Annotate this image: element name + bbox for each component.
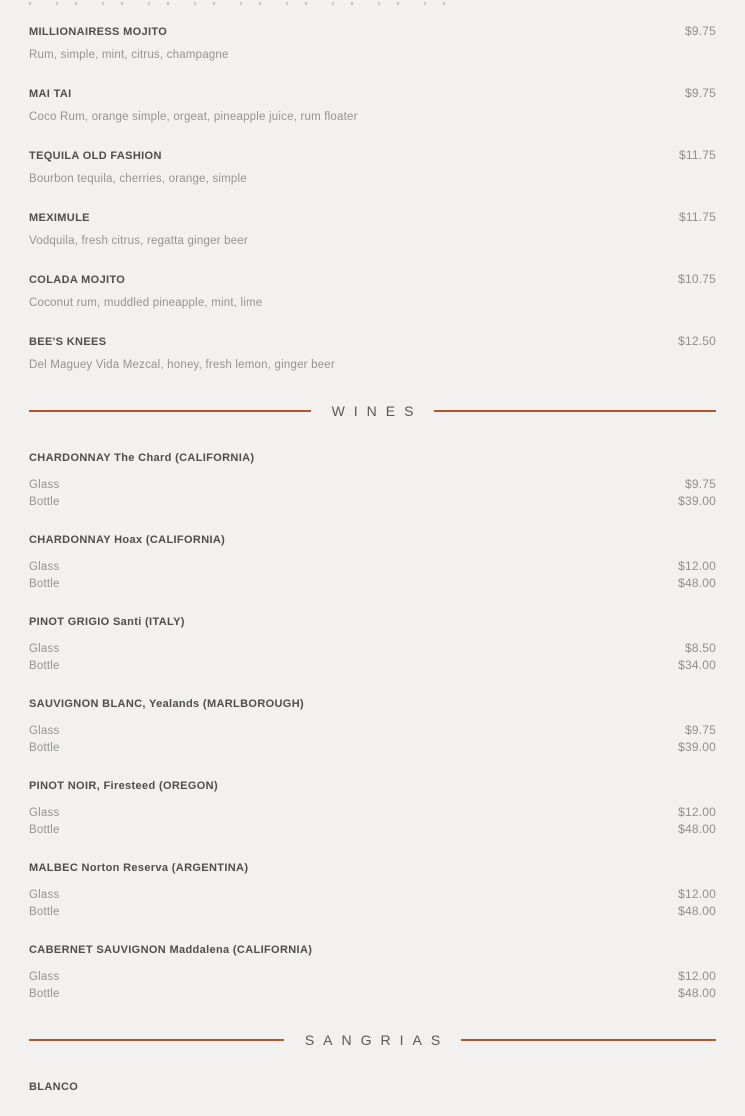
item-name: COLADA MOJITO (29, 274, 126, 286)
wine-item (29, 615, 716, 674)
serve-price: $34.00 (678, 657, 716, 672)
wines-section-header (29, 402, 716, 420)
wine-item (29, 451, 716, 510)
serve-label: Glass (29, 807, 60, 819)
item-name: MEXIMULE (29, 212, 90, 224)
item-description: Coco Rum, orange simple, orgeat, pineapple juice, rum floater (29, 111, 358, 123)
item-price: $9.75 (684, 86, 716, 100)
menu-item (29, 24, 716, 63)
menu-item (29, 148, 716, 187)
serve-price: $48.00 (678, 985, 716, 1000)
serve-label: Glass (29, 889, 60, 901)
serve-price: $39.00 (678, 493, 716, 508)
wine-item (29, 861, 716, 920)
serve-label: Glass (29, 725, 60, 737)
menu-item (29, 272, 716, 311)
sangria-name: BLANCO (29, 1081, 79, 1093)
wine-name: MALBEC Norton Reserva (ARGENTINA) (29, 862, 249, 874)
sangrias-list (29, 1080, 716, 1095)
item-price: $9.75 (684, 24, 716, 38)
wine-item (29, 697, 716, 756)
wine-name: CHARDONNAY Hoax (CALIFORNIA) (29, 534, 226, 546)
section-title: SANGRIAS (304, 1032, 450, 1048)
serve-price: $9.75 (684, 723, 716, 737)
serve-price: $12.00 (678, 805, 716, 819)
serve-label: Bottle (29, 741, 60, 754)
section-title: WINES (331, 403, 423, 419)
serve-price: $12.00 (678, 969, 716, 983)
serve-price: $48.00 (678, 903, 716, 918)
section-divider-line (29, 1039, 284, 1041)
serve-label: Glass (29, 561, 60, 573)
menu-item (29, 210, 716, 249)
section-divider-line (434, 410, 716, 412)
wine-name: CABERNET SAUVIGNON Maddalena (CALIFORNIA) (29, 944, 313, 956)
item-description: Vodquila, fresh citrus, regatta ginger beer (29, 235, 248, 247)
item-price: $11.75 (678, 210, 716, 224)
item-name: TEQUILA OLD FASHION (29, 150, 162, 162)
serve-price: $9.75 (684, 477, 716, 491)
serve-label: Glass (29, 479, 60, 491)
item-description: Bourbon tequila, cherries, orange, simple (29, 173, 247, 185)
menu-item (29, 86, 716, 125)
serve-price: $12.00 (678, 887, 716, 901)
serve-price: $8.50 (684, 641, 716, 655)
wine-name: PINOT NOIR, Firesteed (OREGON) (29, 780, 218, 792)
wine-item (29, 533, 716, 592)
item-description: Rum, simple, mint, citrus, champagne (29, 49, 229, 61)
serve-price: $48.00 (678, 821, 716, 836)
sangrias-section-header (29, 1031, 716, 1049)
item-price: $11.75 (678, 148, 716, 162)
wine-item (29, 779, 716, 838)
item-name: MAI TAI (29, 88, 72, 100)
wines-list (29, 451, 716, 1002)
serve-price: $48.00 (678, 575, 716, 590)
serve-label: Bottle (29, 577, 60, 590)
section-divider-line (461, 1039, 716, 1041)
serve-label: Bottle (29, 987, 60, 1000)
serve-price: $12.00 (678, 559, 716, 573)
serve-label: Bottle (29, 659, 60, 672)
wine-name: CHARDONNAY The Chard (CALIFORNIA) (29, 452, 255, 464)
section-divider-line (29, 410, 311, 412)
menu-item (29, 334, 716, 373)
item-price: $10.75 (678, 272, 716, 286)
wine-name: SAUVIGNON BLANC, Yealands (MARLBOROUGH) (29, 698, 305, 710)
item-name: MILLIONAIRESS MOJITO (29, 26, 168, 38)
serve-label: Bottle (29, 823, 60, 836)
item-description: Del Maguey Vida Mezcal, honey, fresh lemon, ginger beer (29, 359, 335, 371)
serve-price: $39.00 (678, 739, 716, 754)
wine-item (29, 943, 716, 1002)
item-description: Coconut rum, muddled pineapple, mint, lime (29, 297, 263, 309)
serve-label: Glass (29, 643, 60, 655)
wine-name: PINOT GRIGIO Santi (ITALY) (29, 616, 185, 628)
item-price: $12.50 (678, 334, 716, 348)
serve-label: Bottle (29, 905, 60, 918)
cocktails-list (29, 0, 716, 373)
serve-label: Glass (29, 971, 60, 983)
serve-label: Bottle (29, 495, 60, 508)
item-name: BEE'S KNEES (29, 336, 107, 348)
